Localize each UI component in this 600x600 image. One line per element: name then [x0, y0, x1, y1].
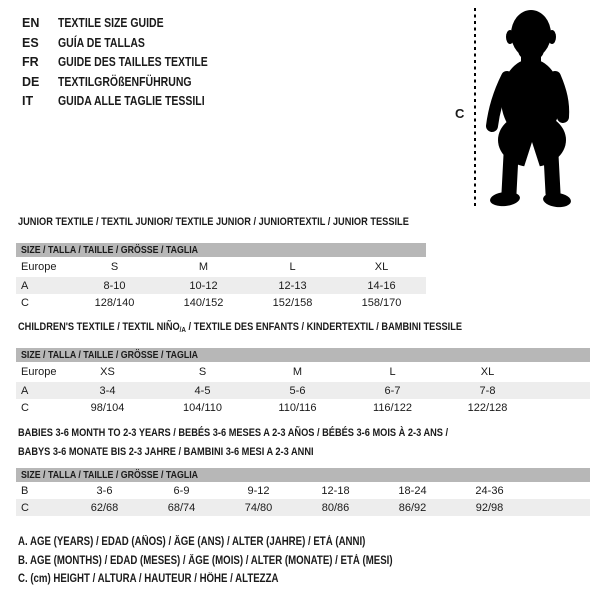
- language-label: GUIDA ALLE TAGLIE TESSILI: [58, 94, 205, 108]
- footnote-text: B. AGE (MONTHS) / EDAD (MESES) / ÂGE (MOIS) / ALTER (MONATE) / ETÀ (MESI): [18, 554, 393, 567]
- section-babies: [16, 425, 590, 516]
- size-header-text: SIZE / TALLA / TAILLE / GRÖSSE / TAGLIA: [21, 349, 199, 361]
- row-label: B: [21, 484, 29, 497]
- size-header-text: SIZE / TALLA / TAILLE / GRÖSSE / TAGLIA: [21, 469, 199, 481]
- footnote-line: [18, 570, 464, 589]
- size-cell: XL: [480, 366, 495, 378]
- size-cell: 116/122: [373, 401, 412, 414]
- row-label: C: [21, 401, 29, 414]
- size-cell: 7-8: [479, 384, 496, 397]
- table-row: [16, 482, 590, 499]
- footnote-text: A. AGE (YEARS) / EDAD (AÑOS) / ÂGE (ANS) / ALTER (JAHRE) / ETÀ (ANNI): [18, 536, 366, 548]
- size-cell: 128/140: [94, 296, 135, 309]
- row-label: Europe: [21, 366, 57, 378]
- size-header-bar: [16, 468, 590, 482]
- language-code: IT: [22, 94, 34, 108]
- size-cell: S: [110, 261, 119, 273]
- language-line: [22, 14, 236, 34]
- spacer-cell: [535, 362, 590, 382]
- size-cell: 3-4: [99, 384, 116, 397]
- language-label: TEXTILGRÖßENFÜHRUNG: [58, 74, 192, 89]
- language-line: [22, 53, 236, 73]
- row-label: C: [21, 296, 29, 309]
- section-title: [16, 425, 590, 463]
- measurement-dashed-line: [474, 8, 476, 209]
- section-junior: [16, 214, 426, 311]
- size-cell: 6-9: [173, 484, 190, 497]
- language-line: [22, 92, 236, 112]
- table-row: [16, 499, 590, 516]
- size-table-babies: [16, 482, 590, 516]
- size-cell: 68/74: [167, 501, 196, 514]
- language-list: [22, 14, 236, 112]
- size-cell: S: [198, 366, 207, 378]
- size-cell: 3-6: [96, 484, 113, 497]
- footnote-line: [18, 533, 464, 552]
- size-cell: 4-5: [194, 384, 211, 397]
- title-line: [18, 444, 590, 463]
- language-line: [22, 34, 236, 54]
- title-line: [18, 319, 590, 338]
- title-text: CHILDREN'S TEXTILE / TEXTIL NIÑO: [18, 321, 180, 333]
- title-subscript: /A: [179, 325, 186, 334]
- size-cell: XL: [374, 261, 389, 273]
- size-header-bar: [16, 348, 590, 362]
- size-table-junior: [16, 257, 426, 311]
- size-cell: M: [198, 261, 209, 273]
- table-row: [16, 362, 590, 382]
- figure-label-c: C: [455, 106, 465, 121]
- title-text: / TEXTILE DES ENFANTS / KINDERTEXTIL / BAMBINI TESSILE: [185, 321, 463, 333]
- size-cell: 74/80: [244, 501, 273, 514]
- size-cell: 6-7: [384, 384, 401, 397]
- size-cell: 158/170: [361, 296, 402, 309]
- title-text: BABYS 3-6 MONATE BIS 2-3 JAHRE / BAMBINI 3-6 MESI A 2-3 ANNI: [18, 446, 314, 458]
- size-header-text: SIZE / TALLA / TAILLE / GRÖSSE / TAGLIA: [21, 244, 199, 256]
- spacer-cell: [535, 382, 590, 399]
- size-cell: 140/152: [183, 296, 224, 309]
- size-cell: 92/98: [475, 501, 504, 514]
- size-cell: 10-12: [189, 279, 218, 292]
- title-line: [18, 425, 590, 444]
- size-cell: 5-6: [289, 384, 306, 397]
- size-cell: 12-13: [278, 279, 307, 292]
- row-label: Europe: [21, 261, 57, 273]
- size-cell: 80/86: [321, 501, 350, 514]
- size-cell: 9-12: [247, 484, 270, 497]
- size-cell: 152/158: [272, 296, 313, 309]
- size-cell: L: [289, 261, 296, 273]
- language-code: ES: [22, 35, 39, 50]
- size-cell: 104/110: [183, 401, 222, 414]
- table-row: [16, 294, 426, 311]
- size-cell: 8-10: [103, 279, 126, 292]
- size-cell: 122/128: [467, 401, 508, 414]
- size-cell: 98/104: [90, 401, 125, 414]
- language-code: EN: [22, 16, 40, 30]
- footnote-list: [18, 533, 464, 589]
- row-label: C: [21, 501, 29, 514]
- title-line: [18, 214, 426, 233]
- language-label: TEXTILE SIZE GUIDE: [58, 16, 164, 30]
- size-cell: M: [292, 366, 303, 378]
- language-code: FR: [22, 55, 39, 69]
- size-cell: 18-24: [398, 484, 427, 497]
- footnote-text: C. (cm) HEIGHT / ALTURA / HAUTEUR / HÖHE / ALTEZZA: [18, 573, 279, 585]
- size-header-bar: [16, 243, 426, 257]
- size-cell: 110/116: [278, 401, 317, 414]
- table-row: [16, 382, 590, 399]
- spacer-cell: [535, 399, 590, 416]
- toddler-silhouette-icon: [481, 5, 577, 211]
- size-cell: XS: [100, 366, 115, 378]
- size-cell: 24-36: [475, 484, 504, 497]
- size-cell: 12-18: [321, 484, 350, 497]
- table-row: [16, 277, 426, 294]
- size-cell: 86/92: [398, 501, 427, 514]
- section-title: [16, 319, 590, 338]
- footnote-line: [18, 552, 464, 571]
- language-label: GUÍA DE TALLAS: [58, 35, 145, 50]
- table-row: [16, 257, 426, 277]
- size-cell: L: [389, 366, 396, 378]
- spacer-cell: [528, 499, 590, 516]
- section-title: [16, 214, 426, 233]
- size-cell: 14-16: [367, 279, 396, 292]
- size-table-children: [16, 362, 590, 416]
- spacer-cell: [528, 482, 590, 499]
- title-text: BABIES 3-6 MONTH TO 2-3 YEARS / BEBÉS 3-6 MESES A 2-3 AÑOS / BÉBÉS 3-6 MOIS À 2-3 ANS /: [18, 427, 449, 439]
- size-cell: 62/68: [90, 501, 119, 514]
- title-text: JUNIOR TEXTILE / TEXTIL JUNIOR/ TEXTILE JUNIOR / JUNIORTEXTIL / JUNIOR TESSILE: [18, 216, 409, 228]
- language-label: GUIDE DES TAILLES TEXTILE: [58, 55, 208, 69]
- section-children: [16, 319, 590, 416]
- row-label: A: [21, 279, 29, 292]
- language-code: DE: [22, 74, 40, 89]
- table-row: [16, 399, 590, 416]
- row-label: A: [21, 384, 29, 397]
- language-line: [22, 73, 236, 93]
